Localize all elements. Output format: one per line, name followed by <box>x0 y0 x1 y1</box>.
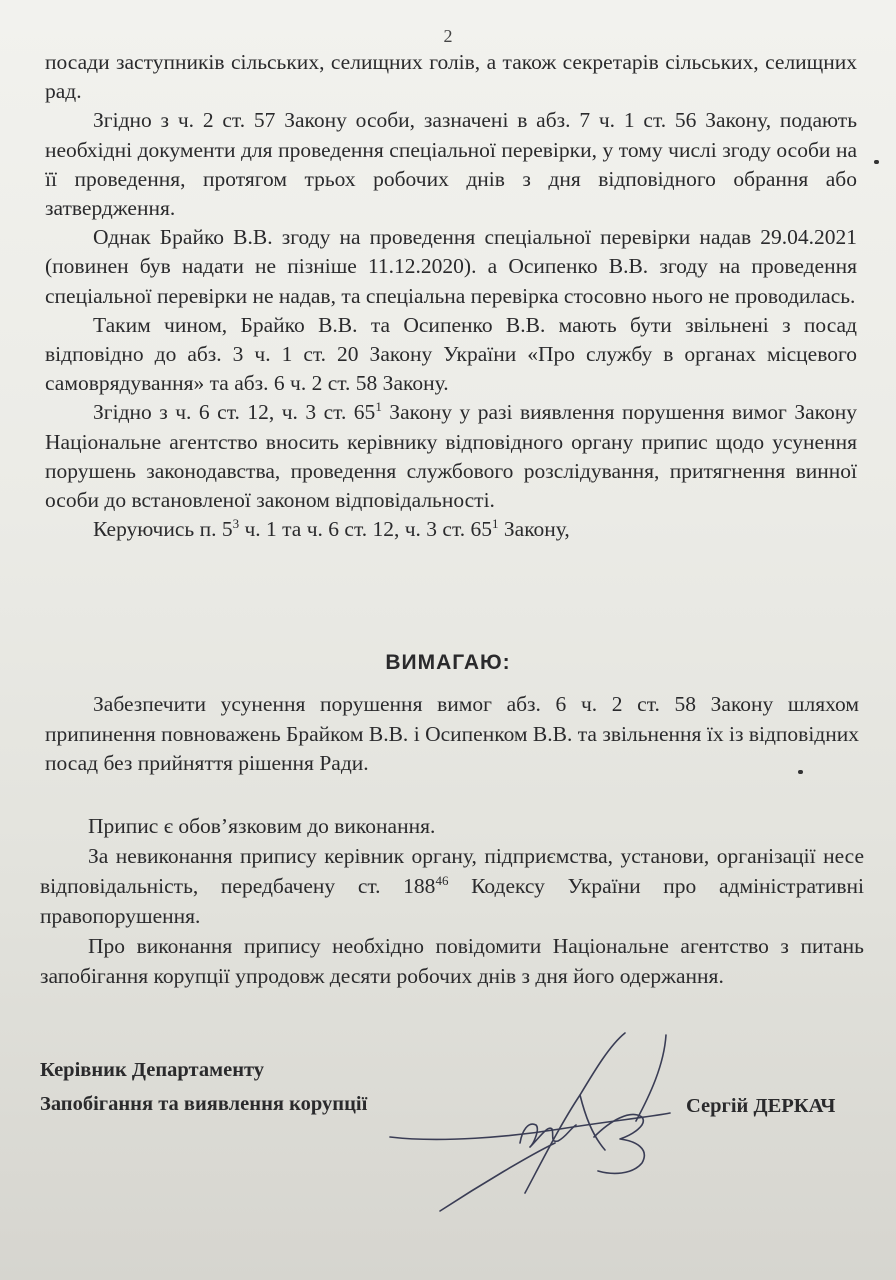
closing-section <box>40 811 864 991</box>
paragraph-dismissal-basis: Таким чином, Брайко В.В. та Осипенко В.В. мають бути звільнені з посад відповідно до абз. 3 ч. 1 ст. 20 Закону України «Про службу в органах місцевого самоврядування» та абз. 6 ч. 2 ст. 58 Закону. <box>45 312 857 396</box>
signer-title-line2: Запобігання та виявлення корупції <box>40 1093 368 1115</box>
signer-title-line1: Керівник Департаменту <box>40 1059 265 1081</box>
report-paragraph: Про виконання припису необхідно повідомити Національне агентство з питань запобігання корупції упродовж десяти робочих днів з дня його одержання. <box>40 934 864 988</box>
paper-speck <box>798 770 803 774</box>
signer-name: Сергій ДЕРКАЧ <box>686 1095 836 1117</box>
paragraph-consent-facts: Однак Брайко В.В. згоду на проведення спеціальної перевірки надав 29.04.2021 (повинен був надати не пізніше 11.12.2020). а Осипенко В.В. згоду на проведення спеціальної перевірки не надав, та спеціальна перевірка стосовно нього не проводилась. <box>45 225 857 308</box>
demand-section <box>45 690 859 779</box>
paragraph-legal-basis: Керуючись п. $5^3$ ч. 1 та ч. 6 ст. 12, ч. 3 ст. $65^1$ Закону, <box>93 516 570 542</box>
binding-paragraph: Припис є обов’язковим до виконання. <box>88 814 436 838</box>
liability-paragraph: За невиконання припису керівник органу, підприємства, установи, організації несе відповідальність, передбачену ст. $188^{46}$ Кодексу України про адміністративні правопорушення. <box>40 844 864 928</box>
paragraph-agency-powers: Згідно з ч. 6 ст. 12, ч. 3 ст. $65^1$ Закону у разі виявлення порушення вимог Закону Національне агентство вносить керівнику відповідного органу припис щодо усунення порушень законодавства, проведення службового розслідування, притягнення винної особи до встановленої законом відповідальності. <box>45 399 857 513</box>
paragraph-continuation: посади заступників сільських, селищних голів, а також секретарів сільських, селищних рад. <box>45 50 857 104</box>
document-body <box>45 48 857 544</box>
signer-title <box>40 1053 367 1121</box>
paper-speck <box>874 160 879 164</box>
demand-heading: ВИМАГАЮ: <box>385 651 511 674</box>
handwritten-signature <box>380 1025 700 1215</box>
demand-paragraph: Забезпечити усунення порушення вимог абз. 6 ч. 2 ст. 58 Закону шляхом припинення повноважень Брайком В.В. і Осипенком В.В. та звільнення їх із відповідних посад без прийняття рішення Ради. <box>45 692 859 775</box>
paragraph-documents-deadline: Згідно з ч. 2 ст. 57 Закону особи, зазначені в абз. 7 ч. 1 ст. 56 Закону, подають необхідні документи для проведення спеціальної перевірки, у тому числі згоду особи на її проведення, протягом трьох робочих днів з дня відповідного обрання або затвердження. <box>45 108 857 221</box>
page-number: 2 <box>443 26 453 46</box>
